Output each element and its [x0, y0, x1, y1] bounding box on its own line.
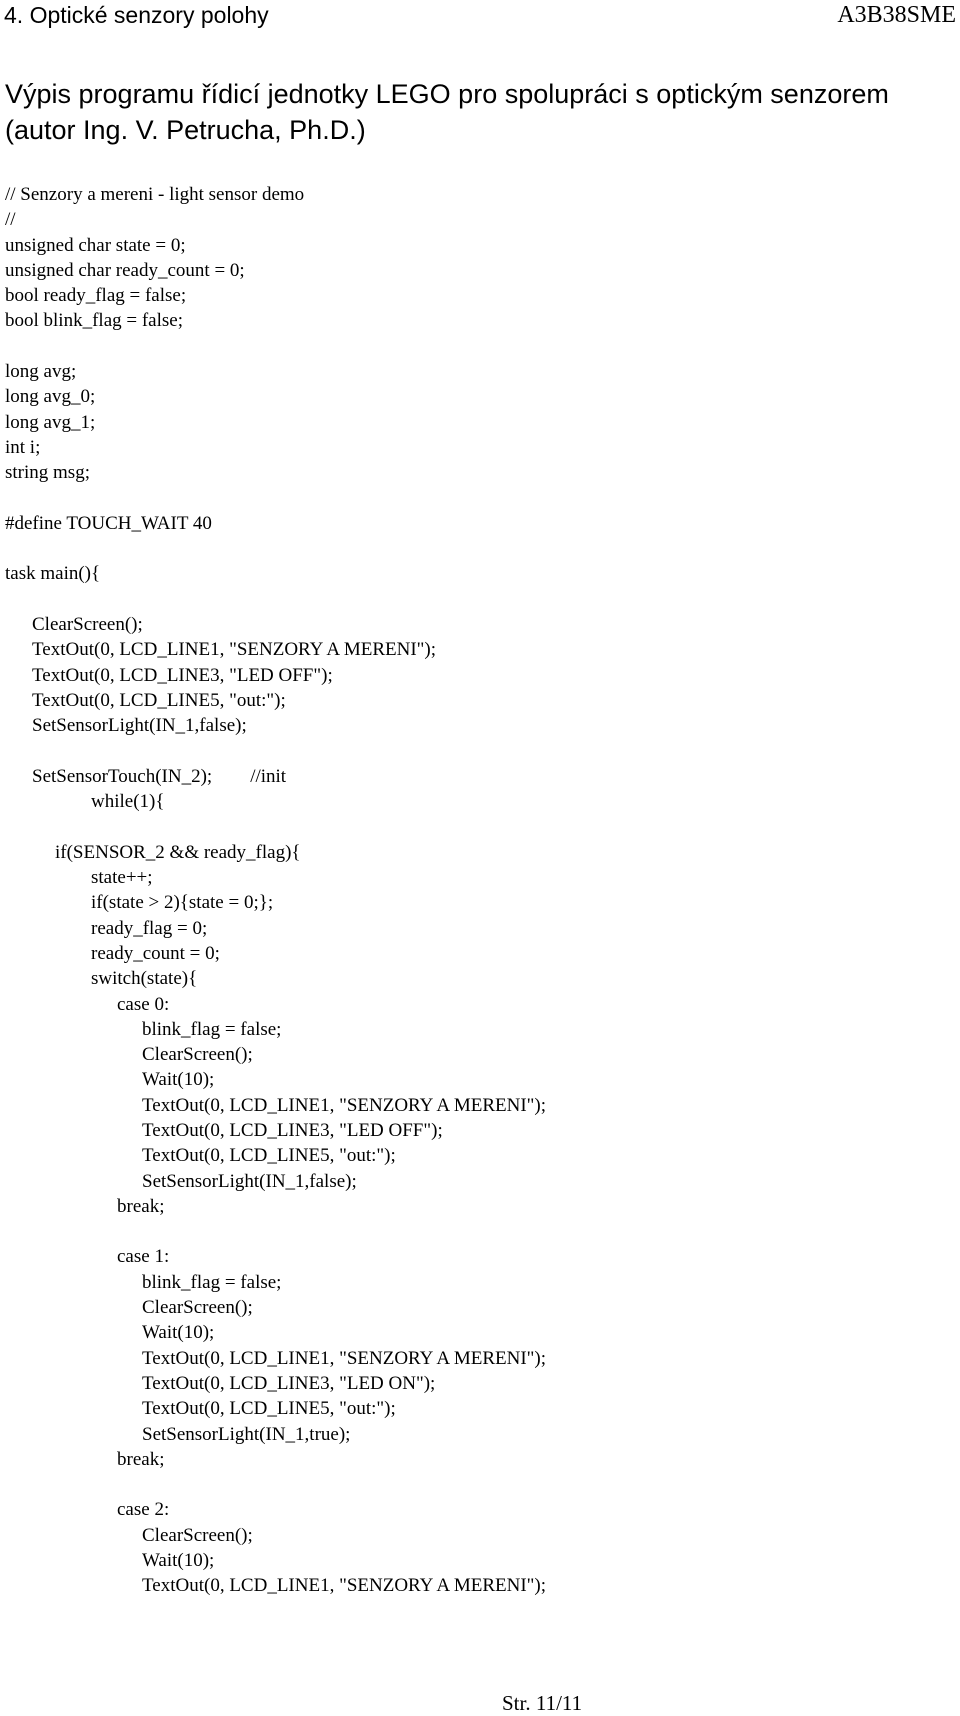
code-line: long avg_0; — [5, 386, 96, 408]
code-line: blink_flag = false; — [142, 1018, 282, 1040]
code-line: long avg_1; — [5, 411, 96, 433]
code-line: if(state > 2){state = 0;}; — [91, 892, 274, 914]
code-line: // Senzory a mereni - light sensor demo — [5, 184, 305, 205]
code-line: TextOut(0, LCD_LINE5, "out:"); — [142, 1398, 396, 1420]
code-line: SetSensorTouch(IN_2); //init — [32, 765, 287, 787]
code-line — [5, 334, 955, 359]
course-code: A3B38SME — [837, 2, 956, 28]
code-line: task main(){ — [5, 563, 101, 585]
code-line: unsigned char state = 0; — [5, 234, 186, 256]
code-line: Wait(10); — [142, 1550, 215, 1572]
code-line: ClearScreen(); — [142, 1524, 253, 1546]
code-line: TextOut(0, LCD_LINE1, "SENZORY A MERENI"); — [142, 1094, 547, 1116]
code-line: string msg; — [5, 462, 90, 484]
code-line: TextOut(0, LCD_LINE5, "out:"); — [142, 1145, 396, 1167]
code-line: TextOut(0, LCD_LINE3, "LED OFF"); — [32, 664, 333, 686]
code-line: TextOut(0, LCD_LINE3, "LED OFF"); — [142, 1119, 443, 1141]
code-line: break; — [117, 1195, 165, 1217]
code-line: case 1: — [117, 1246, 170, 1268]
code-line: state++; — [91, 867, 153, 889]
code-line: TextOut(0, LCD_LINE1, "SENZORY A MERENI"); — [32, 639, 437, 661]
code-line: unsigned char ready_count = 0; — [5, 259, 245, 281]
code-line — [5, 1219, 955, 1244]
chapter-header: 4. Optické senzory polohy — [4, 2, 269, 28]
code-line: #define TOUCH_WAIT 40 — [5, 512, 212, 534]
code-line: SetSensorLight(IN_1,false); — [32, 715, 247, 737]
code-line: TextOut(0, LCD_LINE1, "SENZORY A MERENI"); — [142, 1347, 547, 1369]
code-line: ready_flag = 0; — [91, 917, 208, 939]
code-line — [5, 486, 955, 511]
code-line — [5, 739, 955, 764]
code-line: while(1){ — [91, 791, 165, 813]
code-line: ClearScreen(); — [142, 1044, 253, 1066]
page-title — [5, 76, 955, 148]
code-line: TextOut(0, LCD_LINE3, "LED ON"); — [142, 1372, 436, 1394]
code-line: ready_count = 0; — [91, 942, 220, 964]
code-line: bool ready_flag = false; — [5, 285, 187, 307]
title-line-1: Výpis programu řídicí jednotky LEGO pro spolupráci s optickým senzorem — [5, 79, 889, 109]
page-number: Str. 11/11 — [502, 1691, 583, 1715]
code-line: Wait(10); — [142, 1069, 215, 1091]
code-line: Wait(10); — [142, 1322, 215, 1344]
code-line: int i; — [5, 436, 41, 458]
code-line — [5, 1472, 955, 1497]
code-line: // — [5, 209, 16, 231]
code-line: ClearScreen(); — [32, 614, 143, 636]
code-line — [5, 587, 955, 612]
code-line — [5, 536, 955, 561]
code-line: blink_flag = false; — [142, 1271, 282, 1293]
code-line: TextOut(0, LCD_LINE1, "SENZORY A MERENI"); — [142, 1575, 547, 1597]
code-listing — [5, 182, 955, 1599]
code-line: case 2: — [117, 1499, 170, 1521]
code-line: switch(state){ — [91, 968, 198, 990]
code-line: bool blink_flag = false; — [5, 310, 183, 332]
title-line-2: (autor Ing. V. Petrucha, Ph.D.) — [5, 115, 366, 145]
code-line: TextOut(0, LCD_LINE5, "out:"); — [32, 689, 286, 711]
code-line: break; — [117, 1448, 165, 1470]
code-line: SetSensorLight(IN_1,false); — [142, 1170, 357, 1192]
code-line: ClearScreen(); — [142, 1297, 253, 1319]
code-line: SetSensorLight(IN_1,true); — [142, 1423, 351, 1445]
code-line: if(SENSOR_2 && ready_flag){ — [55, 841, 301, 863]
code-line — [5, 814, 955, 839]
code-line: long avg; — [5, 361, 77, 383]
code-line: case 0: — [117, 993, 170, 1015]
